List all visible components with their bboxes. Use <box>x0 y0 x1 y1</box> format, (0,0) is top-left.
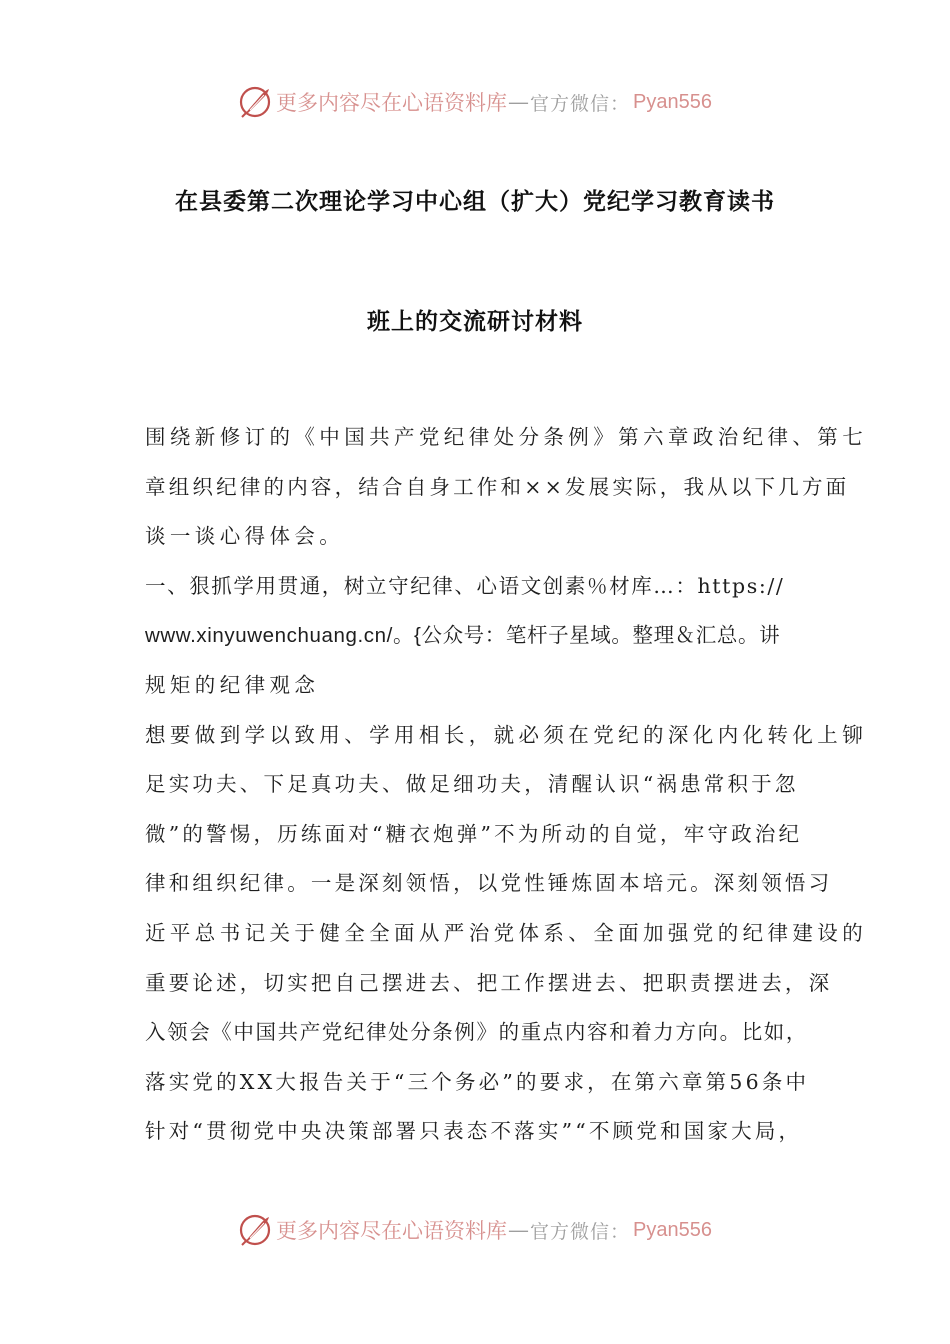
body-line: 想要做到学以致用、学用相长，就必须在党纪的深化内化转化上铆 <box>145 722 868 747</box>
footer-banner <box>0 1208 950 1252</box>
body-line: 近平总书记关于健全全面从严治党体系、全面加强党的纪律建设的 <box>145 920 868 945</box>
body-line: 重要论述，切实把自己摆进去、把工作摆进去、把职责摆进去，深 <box>145 970 833 995</box>
banner-main-text: 更多内容尽在心语资料库 <box>276 91 507 115</box>
body-line: 谈一谈心得体会。 <box>145 524 345 549</box>
body-line: 落实党的XX大报告关于“三个务必”的要求，在第六章第56条中 <box>145 1069 810 1094</box>
banner-separator: — <box>508 90 529 114</box>
body-line: 微”的警惕，历练面对“糖衣炮弹”不为所动的自觉，牢守政治纪 <box>145 821 803 846</box>
banner-wechat-id: Pyan556 <box>633 1218 712 1241</box>
quill-logo-icon <box>238 85 272 119</box>
banner-wechat-id: Pyan556 <box>633 90 712 113</box>
header-banner <box>0 80 950 124</box>
body-line: 规矩的纪律观念 <box>145 672 320 697</box>
banner-sub-text: 官方微信： <box>530 1220 631 1243</box>
body-line: 一、狠抓学用贯通，树立守纪律、心语文创素％材库…：https:// <box>145 573 785 598</box>
body-line: www.xinyuwenchuang.cn/。{公众号：笔杆子星域。整理＆汇总。讲 <box>145 624 781 648</box>
banner-sub-text: 官方微信： <box>530 92 631 115</box>
document-title-line-1: 在县委第二次理论学习中心组（扩大）党纪学习教育读书 <box>175 189 775 215</box>
body-line: 针对“贯彻党中央决策部署只表态不落实”“不顾党和国家大局， <box>145 1119 803 1144</box>
document-body <box>145 413 868 1157</box>
banner-main-text: 更多内容尽在心语资料库 <box>276 1219 507 1243</box>
body-line: 律和组织纪律。一是深刻领悟，以党性锤炼固本培元。深刻领悟习 <box>145 871 833 896</box>
body-line: 足实功夫、下足真功夫、做足细功夫，清醒认识“祸患常积于忽 <box>145 772 799 797</box>
document-title-line-2: 班上的交流研讨材料 <box>367 309 583 335</box>
quill-logo-icon <box>238 1213 272 1247</box>
body-line: 围绕新修订的《中国共产党纪律处分条例》第六章政治纪律、第七 <box>145 425 868 449</box>
banner-separator: — <box>508 1218 529 1242</box>
body-line: 章组织纪律的内容，结合自身工作和××发展实际，我从以下几方面 <box>145 474 850 499</box>
body-line: 入领会《中国共产党纪律处分条例》的重点内容和着力方向。比如， <box>145 1020 808 1045</box>
